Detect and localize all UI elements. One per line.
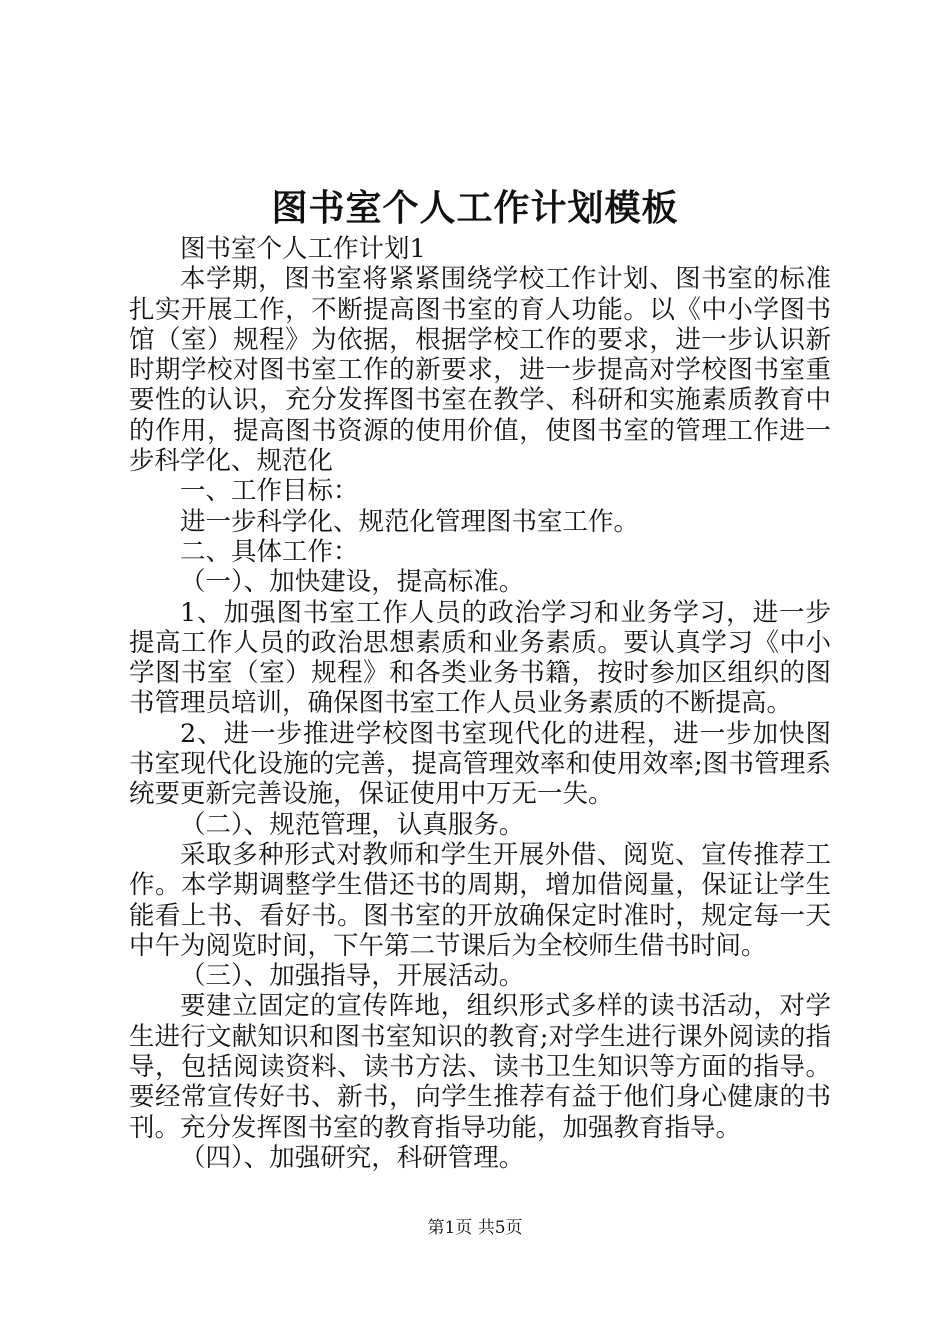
document-title: 图书室个人工作计划模板 — [271, 187, 679, 229]
document-body — [129, 234, 831, 1173]
paragraph-item-1: 1、加强图书室工作人员的政治学习和业务学习，进一步提高工作人员的政治思想素质和业务素质。要认真学习《中小学图书室（室）规程》和各类业务书籍，按时参加区组织的图书管理员培训，确保图书室工作人员业务素质的不断提高。 — [129, 597, 831, 719]
subheading-research: （四）、加强研究，科研管理。 — [180, 1142, 525, 1173]
paragraph-work-goals: 进一步科学化、规范化管理图书室工作。 — [180, 506, 640, 537]
subheading-guidance: （三）、加强指导，开展活动。 — [180, 961, 525, 992]
paragraph-guidance: 要建立固定的宣传阵地，组织形式多样的读书活动，对学生进行文献知识和图书室知识的教育;对学生进行课外阅读的指导，包括阅读资料、读书方法、读书卫生知识等方面的指导。要经常宣传好书、新书，向学生推荐有益于他们身心健康的书刊。充分发挥图书室的教育指导功能，加强教育指导。 — [129, 991, 831, 1143]
paragraph-management: 采取多种形式对教师和学生开展外借、阅览、宣传推荐工作。本学期调整学生借还书的周期，增加借阅量，保证让学生能看上书、看好书。图书室的开放确保定时准时，规定每一天中午为阅览时间，下午第二节课后为全校师生借书时间。 — [129, 839, 831, 961]
paragraph-item-2: 2、进一步推进学校图书室现代化的进程，进一步加快图书室现代化设施的完善，提高管理效率和使用效率;图书管理系统要更新完善设施，保证使用中万无一失。 — [129, 718, 831, 810]
subheading-construction: （一）、加快建设，提高标准。 — [180, 567, 525, 598]
paragraph-intro: 本学期，图书室将紧紧围绕学校工作计划、图书室的标准扎实开展工作，不断提高图书室的育人功能。以《中小学图书馆（室）规程》为依据，根据学校工作的要求，进一步认识新时期学校对图书室工作的新要求，进一步提高对学校图书室重要性的认识，充分发挥图书室在教学、科研和实施素质教育中的作用，提高图书资源的使用价值，使图书室的管理工作进一步科学化、规范化 — [129, 264, 831, 477]
heading-specific-work: 二、具体工作： — [180, 536, 359, 567]
section-heading-plan-1: 图书室个人工作计划1 — [180, 234, 426, 264]
page-footer: 第1页 共5页 — [427, 1218, 523, 1238]
heading-work-goals: 一、工作目标： — [180, 476, 359, 507]
subheading-management: （二）、规范管理，认真服务。 — [180, 809, 525, 840]
